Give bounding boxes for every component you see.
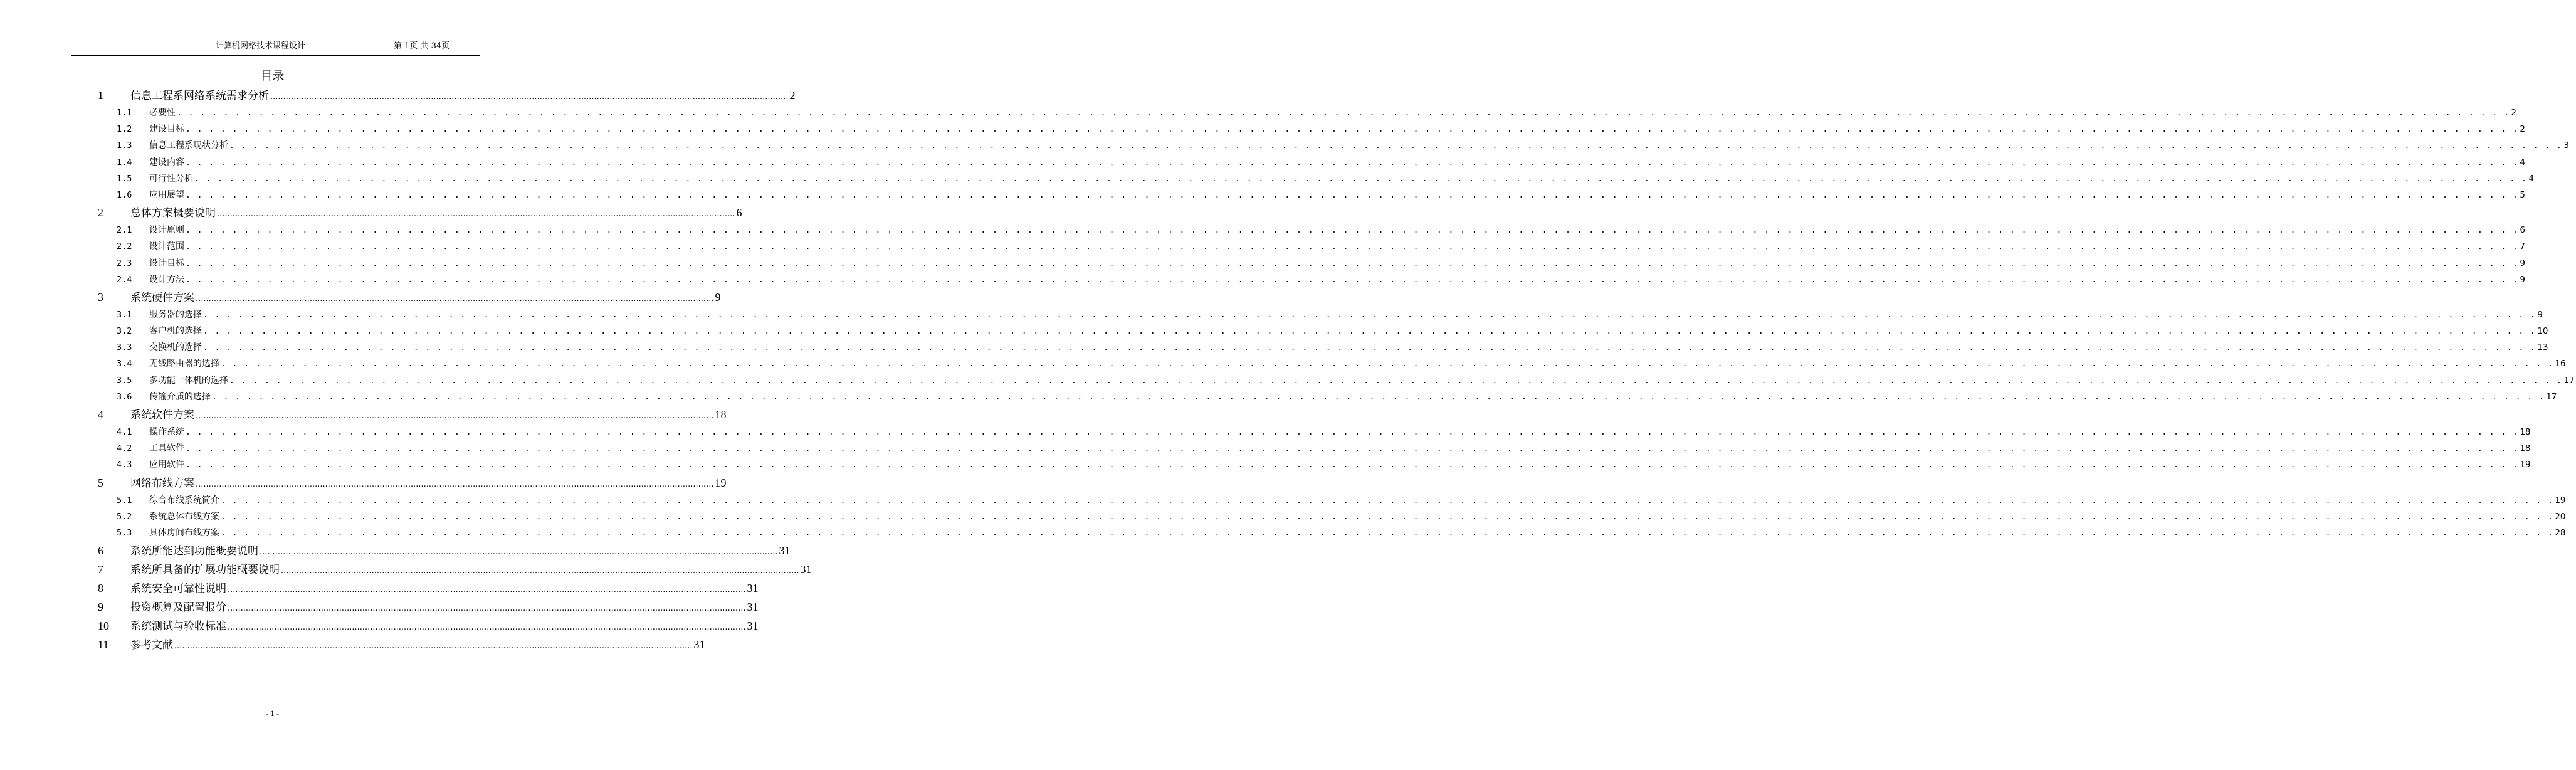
toc-entry-number: 3.5 — [117, 375, 132, 386]
toc-entry-title: 系统软件方案 — [130, 409, 194, 421]
toc-subentry[interactable] — [98, 255, 2525, 272]
toc-entry-page: 2 — [789, 89, 796, 102]
toc-dot-leader: . . . . . . . . . . . . . . . . . . . . . . . . . . . . . . . . . . . . . . . . . . . . . . . . . . . . . . . . . . . . . . . . . . . . . . . . . . . . . . . . . . . . . . . . . . . . . . . . . . . . . . . . . . . . . . . . . . . . . . . . . . . . . . . . . . . . . . . . . . . . . . . . . . . . . . . . . . . . . . . . . . . . . . . . . . . . . . . . . . . . . . . . . . . . . . . . . . . . . . . . — [186, 444, 2519, 454]
toc-entry-page: 9 — [2520, 274, 2525, 285]
toc-entry-title: 应用软件 — [149, 460, 184, 470]
toc-entry-number: 3.1 — [117, 309, 132, 320]
toc-dot-leader: ........................................................................................................................................................................................................ — [196, 479, 714, 489]
toc-entry-title: 系统测试与验收标准 — [130, 620, 226, 633]
toc-entry-page: 31 — [800, 563, 812, 576]
toc-dot-leader: . . . . . . . . . . . . . . . . . . . . . . . . . . . . . . . . . . . . . . . . . . . . . . . . . . . . . . . . . . . . . . . . . . . . . . . . . . . . . . . . . . . . . . . . . . . . . . . . . . . . . . . . . . . . . . . . . . . . . . . . . . . . . . . . . . . . . . . . . . . . . . . . . . . . . . . . . . . . . . . . . . . . . . . . . . . . . . . . . . . . . . . . . . . . . . . . . . . . . . . . — [186, 190, 2519, 200]
toc-dot-leader: . . . . . . . . . . . . . . . . . . . . . . . . . . . . . . . . . . . . . . . . . . . . . . . . . . . . . . . . . . . . . . . . . . . . . . . . . . . . . . . . . . . . . . . . . . . . . . . . . . . . . . . . . . . . . . . . . . . . . . . . . . . . . . . . . . . . . . . . . . . . . . . . . . . . . . . . . . . . . . . . . . . . . . . . . . . . . . . . . . . . . . . . . . . . . . . . . . . . . . . . — [221, 359, 2554, 369]
toc-subentry[interactable] — [98, 492, 2566, 509]
toc-entry-title: 多功能一体机的选择 — [149, 375, 228, 386]
toc-dot-leader: ........................................................................................................................................................................................................ — [281, 566, 799, 576]
toc-entry[interactable] — [98, 86, 796, 105]
toc-entry-number: 4 — [98, 408, 103, 421]
toc-entry[interactable] — [98, 541, 791, 560]
toc-entry-page: 31 — [747, 620, 759, 633]
toc-entry-title: 网络布线方案 — [130, 477, 194, 490]
toc-entry-number: 2.1 — [117, 225, 132, 236]
toc-entry-number: 10 — [98, 620, 109, 633]
toc-entry-number: 1 — [98, 89, 103, 102]
toc-dot-leader: ........................................................................................................................................................................................................ — [228, 623, 746, 633]
toc-entry-title: 设计范围 — [149, 241, 184, 252]
toc-dot-leader: ........................................................................................................................................................................................................ — [174, 641, 693, 651]
toc-dot-leader: . . . . . . . . . . . . . . . . . . . . . . . . . . . . . . . . . . . . . . . . . . . . . . . . . . . . . . . . . . . . . . . . . . . . . . . . . . . . . . . . . . . . . . . . . . . . . . . . . . . . . . . . . . . . . . . . . . . . . . . . . . . . . . . . . . . . . . . . . . . . . . . . . . . . . . . . . . . . . . . . . . . . . . . . . . . . . . . . . . . . . . . . . . . . . . . . . . . . . . . . — [229, 141, 2563, 151]
toc-dot-leader: . . . . . . . . . . . . . . . . . . . . . . . . . . . . . . . . . . . . . . . . . . . . . . . . . . . . . . . . . . . . . . . . . . . . . . . . . . . . . . . . . . . . . . . . . . . . . . . . . . . . . . . . . . . . . . . . . . . . . . . . . . . . . . . . . . . . . . . . . . . . . . . . . . . . . . . . . . . . . . . . . . . . . . . . . . . . . . . . . . . . . . . . . . . . . . . . . . . . . . . . — [194, 174, 2528, 184]
toc-entry-page: 19 — [715, 476, 727, 489]
toc-subentry[interactable] — [98, 272, 2525, 288]
toc-entry-page: 16 — [2555, 359, 2566, 369]
toc-dot-leader: ........................................................................................................................................................................................................ — [196, 411, 714, 421]
toc-entry-number: 3.4 — [117, 359, 132, 369]
toc-dot-leader: . . . . . . . . . . . . . . . . . . . . . . . . . . . . . . . . . . . . . . . . . . . . . . . . . . . . . . . . . . . . . . . . . . . . . . . . . . . . . . . . . . . . . . . . . . . . . . . . . . . . . . . . . . . . . . . . . . . . . . . . . . . . . . . . . . . . . . . . . . . . . . . . . . . . . . . . . . . . . . . . . . . . . . . . . . . . . . . . . . . . . . . . . . . . . . . . . . . . . . . . — [203, 343, 2537, 353]
toc-dot-leader: . . . . . . . . . . . . . . . . . . . . . . . . . . . . . . . . . . . . . . . . . . . . . . . . . . . . . . . . . . . . . . . . . . . . . . . . . . . . . . . . . . . . . . . . . . . . . . . . . . . . . . . . . . . . . . . . . . . . . . . . . . . . . . . . . . . . . . . . . . . . . . . . . . . . . . . . . . . . . . . . . . . . . . . . . . . . . . . . . . . . . . . . . . . . . . . . . . . . . . . . — [177, 108, 2510, 118]
toc-entry-number: 3 — [98, 290, 103, 303]
toc-entry-title: 设计原则 — [149, 225, 184, 236]
toc-entry-page: 6 — [736, 206, 742, 219]
toc-entry-title: 工具软件 — [149, 443, 184, 454]
toc-entry-page: 5 — [2520, 189, 2525, 200]
toc-entry-page: 7 — [2520, 241, 2525, 252]
toc-entry-page: 31 — [779, 544, 791, 557]
toc-dot-leader: . . . . . . . . . . . . . . . . . . . . . . . . . . . . . . . . . . . . . . . . . . . . . . . . . . . . . . . . . . . . . . . . . . . . . . . . . . . . . . . . . . . . . . . . . . . . . . . . . . . . . . . . . . . . . . . . . . . . . . . . . . . . . . . . . . . . . . . . . . . . . . . . . . . . . . . . . . . . . . . . . . . . . . . . . . . . . . . . . . . . . . . . . . . . . . . . . . . . . . . . — [203, 327, 2537, 337]
toc-subentry[interactable] — [98, 154, 2525, 171]
toc-entry[interactable] — [98, 598, 759, 616]
toc-entry-number: 4.3 — [117, 460, 132, 470]
toc-entry-page: 9 — [715, 290, 721, 303]
toc-entry-page: 2 — [2511, 108, 2516, 118]
toc-dot-leader: ........................................................................................................................................................................................................ — [228, 604, 746, 614]
toc-entry-title: 参考文献 — [130, 639, 173, 652]
toc-entry-title: 设计方法 — [149, 274, 184, 285]
toc-dot-leader: ........................................................................................................................................................................................................ — [228, 585, 746, 595]
toc-dot-leader: . . . . . . . . . . . . . . . . . . . . . . . . . . . . . . . . . . . . . . . . . . . . . . . . . . . . . . . . . . . . . . . . . . . . . . . . . . . . . . . . . . . . . . . . . . . . . . . . . . . . . . . . . . . . . . . . . . . . . . . . . . . . . . . . . . . . . . . . . . . . . . . . . . . . . . . . . . . . . . . . . . . . . . . . . . . . . . . . . . . . . . . . . . . . . . . . . . . . . . . . — [221, 495, 2554, 505]
toc-dot-leader: ........................................................................................................................................................................................................ — [260, 547, 778, 557]
toc-dot-leader: . . . . . . . . . . . . . . . . . . . . . . . . . . . . . . . . . . . . . . . . . . . . . . . . . . . . . . . . . . . . . . . . . . . . . . . . . . . . . . . . . . . . . . . . . . . . . . . . . . . . . . . . . . . . . . . . . . . . . . . . . . . . . . . . . . . . . . . . . . . . . . . . . . . . . . . . . . . . . . . . . . . . . . . . . . . . . . . . . . . . . . . . . . . . . . . . . . . . . . . . — [186, 428, 2519, 437]
toc-entry-number: 2.4 — [117, 274, 132, 285]
toc-entry-number: 1.3 — [117, 140, 132, 151]
toc-entry-page: 17 — [2546, 391, 2557, 402]
toc-subentry[interactable] — [98, 356, 2566, 372]
toc-entry-page: 31 — [747, 582, 759, 595]
toc-entry-page: 18 — [2520, 443, 2531, 454]
toc-subentry[interactable] — [98, 389, 2557, 405]
toc-entry-title: 应用展望 — [149, 189, 184, 200]
toc-dot-leader: ........................................................................................................................................................................................................ — [270, 92, 789, 102]
toc-subentry[interactable] — [98, 137, 2569, 154]
table-of-contents — [98, 86, 2575, 654]
toc-subentry[interactable] — [98, 323, 2548, 339]
toc-entry-title: 服务器的选择 — [149, 309, 202, 320]
toc-entry-page: 18 — [2520, 427, 2531, 437]
toc-subentry[interactable] — [98, 187, 2525, 203]
toc-entry-title: 投资概算及配置报价 — [130, 601, 226, 614]
toc-entry-title: 设计目标 — [149, 258, 184, 268]
toc-entry-title: 综合布线系统简介 — [149, 495, 219, 505]
toc-entry[interactable] — [98, 635, 705, 654]
toc-entry-title: 必要性 — [149, 108, 176, 118]
toc-entry[interactable] — [98, 288, 721, 307]
toc-entry-title: 系统所能达到功能概要说明 — [130, 545, 258, 558]
toc-entry[interactable] — [98, 203, 742, 222]
toc-entry-number: 5 — [98, 476, 103, 489]
toc-subentry[interactable] — [98, 424, 2531, 440]
toc-entry-number: 5.1 — [117, 495, 132, 505]
toc-entry-number: 3.3 — [117, 342, 132, 353]
toc-entry-title: 无线路由器的选择 — [149, 359, 219, 369]
toc-entry-page: 4 — [2528, 173, 2534, 184]
toc-dot-leader: . . . . . . . . . . . . . . . . . . . . . . . . . . . . . . . . . . . . . . . . . . . . . . . . . . . . . . . . . . . . . . . . . . . . . . . . . . . . . . . . . . . . . . . . . . . . . . . . . . . . . . . . . . . . . . . . . . . . . . . . . . . . . . . . . . . . . . . . . . . . . . . . . . . . . . . . . . . . . . . . . . . . . . . . . . . . . . . . . . . . . . . . . . . . . . . . . . . . . . . . — [221, 528, 2554, 538]
toc-entry-number: 4.2 — [117, 443, 132, 454]
toc-entry-page: 18 — [715, 408, 727, 421]
toc-entry-title: 客户机的选择 — [149, 326, 202, 337]
toc-entry-title: 传输介质的选择 — [149, 391, 211, 402]
toc-entry-number: 1.1 — [117, 108, 132, 118]
toc-entry-title: 交换机的选择 — [149, 342, 202, 353]
toc-dot-leader: ........................................................................................................................................................................................................ — [196, 293, 714, 303]
toc-subentry[interactable] — [98, 307, 2543, 323]
toc-entry-number: 5.2 — [117, 511, 132, 522]
toc-entry-number: 7 — [98, 563, 103, 576]
toc-entry-number: 8 — [98, 582, 103, 595]
toc-entry-title: 信息工程系网络系统需求分析 — [130, 90, 269, 102]
toc-entry-number: 2.3 — [117, 258, 132, 268]
toc-subentry[interactable] — [98, 339, 2548, 356]
toc-dot-leader: ........................................................................................................................................................................................................ — [217, 209, 735, 219]
toc-entry-number: 4.1 — [117, 427, 132, 437]
toc-dot-leader: . . . . . . . . . . . . . . . . . . . . . . . . . . . . . . . . . . . . . . . . . . . . . . . . . . . . . . . . . . . . . . . . . . . . . . . . . . . . . . . . . . . . . . . . . . . . . . . . . . . . . . . . . . . . . . . . . . . . . . . . . . . . . . . . . . . . . . . . . . . . . . . . . . . . . . . . . . . . . . . . . . . . . . . . . . . . . . . . . . . . . . . . . . . . . . . . . . . . . . . . — [212, 392, 2545, 402]
toc-entry-title: 系统所具备的扩展功能概要说明 — [130, 564, 280, 577]
toc-entry[interactable] — [98, 560, 812, 579]
toc-entry-page: 28 — [2555, 527, 2566, 538]
toc-dot-leader: . . . . . . . . . . . . . . . . . . . . . . . . . . . . . . . . . . . . . . . . . . . . . . . . . . . . . . . . . . . . . . . . . . . . . . . . . . . . . . . . . . . . . . . . . . . . . . . . . . . . . . . . . . . . . . . . . . . . . . . . . . . . . . . . . . . . . . . . . . . . . . . . . . . . . . . . . . . . . . . . . . . . . . . . . . . . . . . . . . . . . . . . . . . . . . . . . . . . . . . . — [229, 376, 2563, 386]
toc-entry-number: 11 — [98, 638, 109, 651]
toc-entry-number: 9 — [98, 601, 103, 614]
toc-entry-page: 19 — [2520, 460, 2531, 470]
toc-dot-leader: . . . . . . . . . . . . . . . . . . . . . . . . . . . . . . . . . . . . . . . . . . . . . . . . . . . . . . . . . . . . . . . . . . . . . . . . . . . . . . . . . . . . . . . . . . . . . . . . . . . . . . . . . . . . . . . . . . . . . . . . . . . . . . . . . . . . . . . . . . . . . . . . . . . . . . . . . . . . . . . . . . . . . . . . . . . . . . . . . . . . . . . . . . . . . . . . . . . . . . . . — [186, 275, 2519, 285]
toc-entry[interactable] — [98, 473, 727, 492]
toc-subentry[interactable] — [98, 171, 2534, 187]
toc-entry-number: 1.6 — [117, 189, 132, 200]
toc-entry-page: 31 — [747, 601, 759, 614]
toc-entry-number: 2 — [98, 206, 103, 219]
toc-entry-page: 19 — [2555, 495, 2566, 505]
toc-subentry[interactable] — [98, 121, 2525, 137]
toc-dot-leader: . . . . . . . . . . . . . . . . . . . . . . . . . . . . . . . . . . . . . . . . . . . . . . . . . . . . . . . . . . . . . . . . . . . . . . . . . . . . . . . . . . . . . . . . . . . . . . . . . . . . . . . . . . . . . . . . . . . . . . . . . . . . . . . . . . . . . . . . . . . . . . . . . . . . . . . . . . . . . . . . . . . . . . . . . . . . . . . . . . . . . . . . . . . . . . . . . . . . . . . . — [186, 226, 2519, 236]
toc-entry-title: 信息工程系现状分析 — [149, 140, 228, 151]
header-page-info: 第 1页 共 34页 — [394, 41, 450, 51]
header-document-title: 计算机网络技术课程设计 — [216, 41, 306, 51]
toc-dot-leader: . . . . . . . . . . . . . . . . . . . . . . . . . . . . . . . . . . . . . . . . . . . . . . . . . . . . . . . . . . . . . . . . . . . . . . . . . . . . . . . . . . . . . . . . . . . . . . . . . . . . . . . . . . . . . . . . . . . . . . . . . . . . . . . . . . . . . . . . . . . . . . . . . . . . . . . . . . . . . . . . . . . . . . . . . . . . . . . . . . . . . . . . . . . . . . . . . . . . . . . . — [221, 512, 2554, 522]
toc-entry-page: 6 — [2520, 225, 2525, 236]
toc-entry-page: 9 — [2520, 258, 2525, 268]
toc-entry-page: 2 — [2520, 124, 2525, 135]
toc-entry-page: 31 — [693, 638, 705, 651]
toc-entry-number: 2.2 — [117, 241, 132, 252]
toc-subentry[interactable] — [98, 440, 2531, 456]
toc-subentry[interactable] — [98, 509, 2566, 525]
toc-entry[interactable] — [98, 616, 759, 635]
toc-entry-title: 系统总体布线方案 — [149, 511, 219, 522]
toc-title: 目录 — [260, 69, 285, 83]
toc-entry-title: 系统硬件方案 — [130, 291, 194, 304]
toc-subentry[interactable] — [98, 456, 2531, 473]
toc-subentry[interactable] — [98, 222, 2525, 238]
toc-dot-leader: . . . . . . . . . . . . . . . . . . . . . . . . . . . . . . . . . . . . . . . . . . . . . . . . . . . . . . . . . . . . . . . . . . . . . . . . . . . . . . . . . . . . . . . . . . . . . . . . . . . . . . . . . . . . . . . . . . . . . . . . . . . . . . . . . . . . . . . . . . . . . . . . . . . . . . . . . . . . . . . . . . . . . . . . . . . . . . . . . . . . . . . . . . . . . . . . . . . . . . . . — [186, 125, 2519, 135]
toc-subentry[interactable] — [98, 525, 2566, 541]
toc-entry-page: 3 — [2563, 140, 2569, 151]
toc-entry-title: 操作系统 — [149, 427, 184, 437]
toc-subentry[interactable] — [98, 238, 2525, 255]
toc-entry-number: 3.6 — [117, 391, 132, 402]
toc-entry-number: 5.3 — [117, 527, 132, 538]
toc-entry-number: 6 — [98, 544, 103, 557]
toc-entry-number: 1.4 — [117, 157, 132, 167]
toc-entry-title: 总体方案概要说明 — [130, 207, 216, 220]
toc-entry-page: 17 — [2563, 375, 2575, 386]
toc-entry-number: 1.2 — [117, 124, 132, 135]
toc-entry-title: 建设目标 — [149, 124, 184, 135]
toc-subentry[interactable] — [98, 105, 2516, 121]
toc-subentry[interactable] — [98, 372, 2575, 389]
toc-entry-page: 10 — [2537, 326, 2548, 337]
toc-entry-page: 4 — [2520, 157, 2525, 167]
toc-entry-title: 系统安全可靠性说明 — [130, 583, 226, 596]
toc-entry-page: 9 — [2537, 309, 2543, 320]
toc-dot-leader: . . . . . . . . . . . . . . . . . . . . . . . . . . . . . . . . . . . . . . . . . . . . . . . . . . . . . . . . . . . . . . . . . . . . . . . . . . . . . . . . . . . . . . . . . . . . . . . . . . . . . . . . . . . . . . . . . . . . . . . . . . . . . . . . . . . . . . . . . . . . . . . . . . . . . . . . . . . . . . . . . . . . . . . . . . . . . . . . . . . . . . . . . . . . . . . . . . . . . . . . — [186, 242, 2519, 252]
toc-entry[interactable] — [98, 579, 759, 598]
toc-entry-page: 20 — [2555, 511, 2566, 522]
toc-entry-title: 可行性分析 — [149, 173, 193, 184]
toc-entry-title: 具体房间布线方案 — [149, 527, 219, 538]
toc-entry-number: 1.5 — [117, 173, 132, 184]
toc-entry-title: 建设内容 — [149, 157, 184, 167]
page-header — [71, 38, 480, 56]
toc-entry[interactable] — [98, 405, 727, 424]
toc-dot-leader: . . . . . . . . . . . . . . . . . . . . . . . . . . . . . . . . . . . . . . . . . . . . . . . . . . . . . . . . . . . . . . . . . . . . . . . . . . . . . . . . . . . . . . . . . . . . . . . . . . . . . . . . . . . . . . . . . . . . . . . . . . . . . . . . . . . . . . . . . . . . . . . . . . . . . . . . . . . . . . . . . . . . . . . . . . . . . . . . . . . . . . . . . . . . . . . . . . . . . . . . — [186, 258, 2519, 268]
toc-entry-page: 13 — [2537, 342, 2548, 353]
toc-dot-leader: . . . . . . . . . . . . . . . . . . . . . . . . . . . . . . . . . . . . . . . . . . . . . . . . . . . . . . . . . . . . . . . . . . . . . . . . . . . . . . . . . . . . . . . . . . . . . . . . . . . . . . . . . . . . . . . . . . . . . . . . . . . . . . . . . . . . . . . . . . . . . . . . . . . . . . . . . . . . . . . . . . . . . . . . . . . . . . . . . . . . . . . . . . . . . . . . . . . . . . . . — [186, 157, 2519, 167]
page-footer-number: - 1 - — [265, 709, 280, 718]
toc-dot-leader: . . . . . . . . . . . . . . . . . . . . . . . . . . . . . . . . . . . . . . . . . . . . . . . . . . . . . . . . . . . . . . . . . . . . . . . . . . . . . . . . . . . . . . . . . . . . . . . . . . . . . . . . . . . . . . . . . . . . . . . . . . . . . . . . . . . . . . . . . . . . . . . . . . . . . . . . . . . . . . . . . . . . . . . . . . . . . . . . . . . . . . . . . . . . . . . . . . . . . . . . — [186, 460, 2519, 470]
toc-dot-leader: . . . . . . . . . . . . . . . . . . . . . . . . . . . . . . . . . . . . . . . . . . . . . . . . . . . . . . . . . . . . . . . . . . . . . . . . . . . . . . . . . . . . . . . . . . . . . . . . . . . . . . . . . . . . . . . . . . . . . . . . . . . . . . . . . . . . . . . . . . . . . . . . . . . . . . . . . . . . . . . . . . . . . . . . . . . . . . . . . . . . . . . . . . . . . . . . . . . . . . . . — [203, 310, 2537, 320]
toc-entry-number: 3.2 — [117, 326, 132, 337]
